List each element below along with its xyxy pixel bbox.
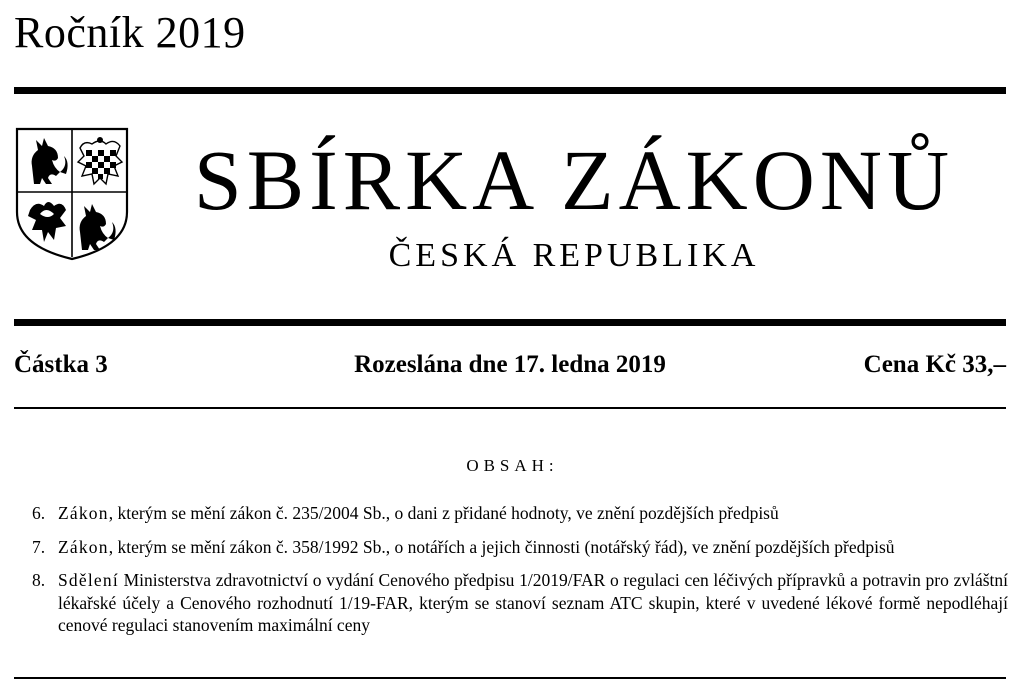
issue-part: Částka 3 <box>14 351 108 378</box>
masthead-title: SBÍRKA ZÁKONŮ <box>193 132 955 228</box>
item-number: 8. <box>32 570 46 590</box>
item-kind: Zákon <box>58 503 109 523</box>
item-description: , kterým se mění zákon č. 235/2004 Sb., o dani z přidané hodnoty, ve znění pozdějších předpisů <box>108 503 779 523</box>
item-text <box>58 536 1008 559</box>
item-text <box>58 502 1008 525</box>
czech-coat-of-arms-icon <box>14 126 130 262</box>
list-item <box>14 569 1008 637</box>
issue-price: Cena Kč 33,– <box>863 351 1006 378</box>
list-item <box>14 502 1008 525</box>
item-number: 6. <box>32 503 46 523</box>
item-text <box>58 569 1008 637</box>
bottom-divider <box>14 677 1006 679</box>
item-kind: Zákon <box>58 536 109 557</box>
item-number: 7. <box>32 536 46 557</box>
distribution-date: Rozeslána dne 17. ledna 2019 <box>354 351 666 378</box>
item-description: Ministerstva zdravotnictví o vydání Cenového předpisu 1/2019/FAR o regulaci cen léčivých přípravků a potravin pro zvláštní lékařské účely a Cenového rozhodnutí 1/19-FAR, kterým se stanoví seznam ATC skupin, které v uvedené lékové formě nepodléhají cenové regulaci stanovením maximální ceny <box>58 570 1008 635</box>
list-item <box>14 536 1008 559</box>
item-kind: Sdělení <box>58 570 119 590</box>
top-divider <box>14 87 1006 94</box>
contents-list <box>14 502 1008 648</box>
contents-heading: OBSAH: <box>466 456 559 475</box>
item-description: , kterým se mění zákon č. 358/1992 Sb., o notářích a jejich činnosti (notářský řád), ve znění pozdějších předpisů <box>108 536 895 557</box>
masthead-divider <box>14 319 1006 326</box>
issue-info-row <box>14 348 1006 382</box>
volume-year: Ročník 2019 <box>14 8 246 57</box>
masthead-subtitle: ČESKÁ REPUBLIKA <box>388 237 760 274</box>
info-divider <box>14 407 1006 409</box>
